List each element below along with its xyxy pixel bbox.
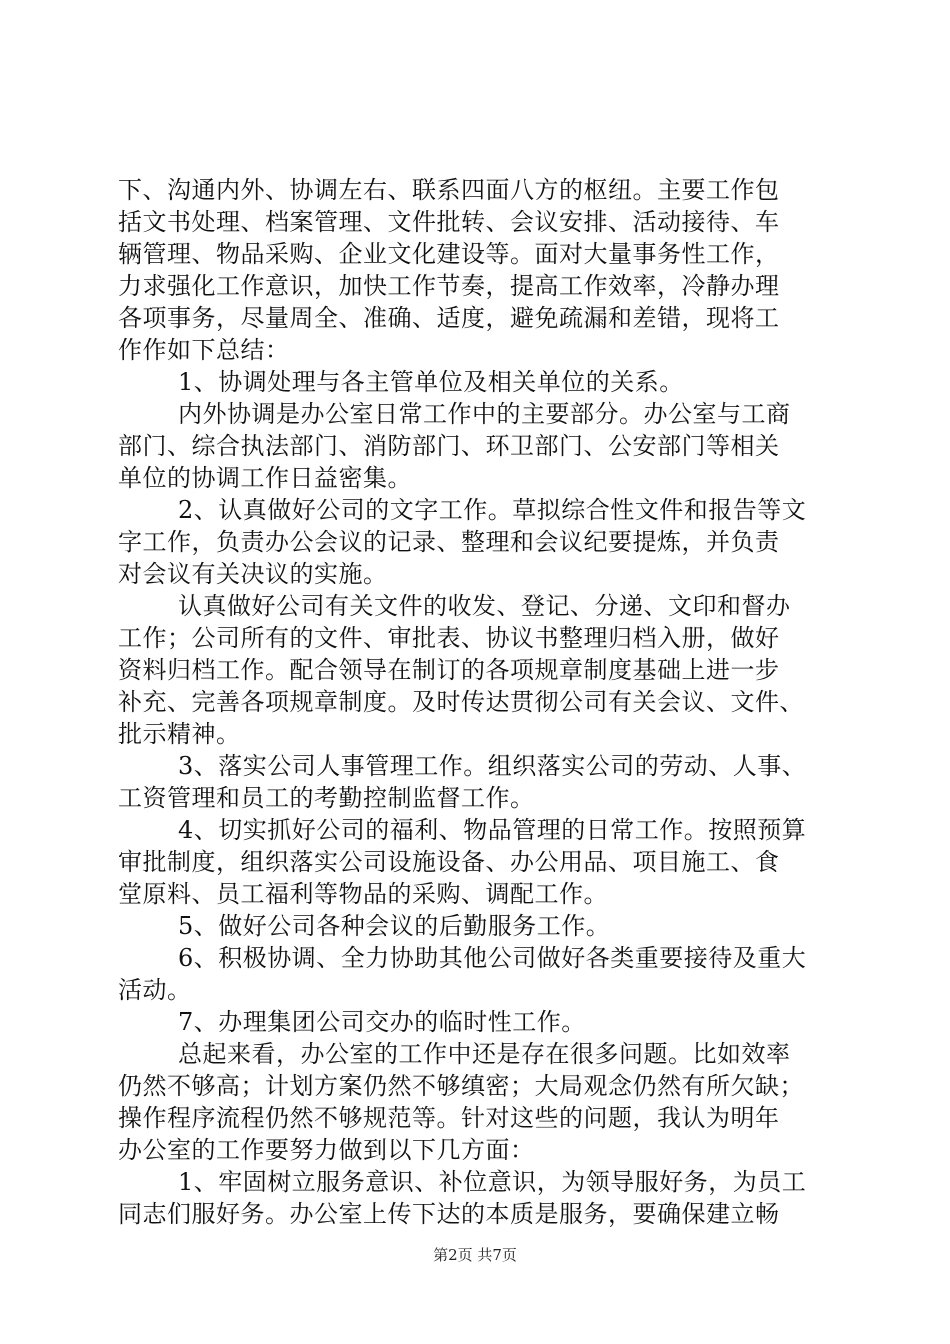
text-line: 工资管理和员工的考勤控制监督工作。	[118, 784, 535, 812]
text-line: 2、认真做好公司的文字工作。草拟综合性文件和报告等文	[178, 496, 807, 524]
text-line: 活动。	[118, 976, 192, 1004]
text-line: 仍然不够高；计划方案仍然不够缜密；大局观念仍然有所欠缺；	[118, 1072, 804, 1100]
text-line: 资料归档工作。配合领导在制订的各项规章制度基础上进一步	[118, 656, 780, 684]
text-line: 审批制度，组织落实公司设施设备、办公用品、项目施工、食	[118, 848, 780, 876]
text-line: 3、落实公司人事管理工作。组织落实公司的劳动、人事、	[178, 752, 807, 780]
text-line: 内外协调是办公室日常工作中的主要部分。办公室与工商	[178, 400, 791, 428]
text-line: 4、切实抓好公司的福利、物品管理的日常工作。按照预算	[178, 816, 807, 844]
page-number-footer: 第2页 共7页	[433, 1246, 517, 1264]
text-line: 5、做好公司各种会议的后勤服务工作。	[178, 912, 611, 940]
text-line: 下、沟通内外、协调左右、联系四面八方的枢纽。主要工作包	[118, 176, 780, 204]
text-line: 工作；公司所有的文件、审批表、协议书整理归档入册，做好	[118, 624, 780, 652]
text-line: 1、协调处理与各主管单位及相关单位的关系。	[178, 368, 684, 396]
text-line: 6、积极协调、全力协助其他公司做好各类重要接待及重大	[178, 944, 807, 972]
text-line: 力求强化工作意识，加快工作节奏，提高工作效率，冷静办理	[118, 272, 780, 300]
text-line: 同志们服好务。办公室上传下达的本质是服务，要确保建立畅	[118, 1200, 780, 1228]
text-line: 括文书处理、档案管理、文件批转、会议安排、活动接待、车	[118, 208, 780, 236]
text-line: 各项事务，尽量周全、准确、适度，避免疏漏和差错，现将工	[118, 304, 780, 332]
text-line: 1、牢固树立服务意识、补位意识，为领导服好务，为员工	[178, 1168, 807, 1196]
text-line: 部门、综合执法部门、消防部门、环卫部门、公安部门等相关	[118, 432, 780, 460]
text-line: 单位的协调工作日益密集。	[118, 464, 412, 492]
text-line: 操作程序流程仍然不够规范等。针对这些的问题，我认为明年	[118, 1104, 780, 1132]
text-line: 辆管理、物品采购、企业文化建设等。面对大量事务性工作，	[118, 240, 780, 268]
text-line: 对会议有关决议的实施。	[118, 560, 388, 588]
text-line: 总起来看，办公室的工作中还是存在很多问题。比如效率	[178, 1040, 791, 1068]
text-line: 办公室的工作要努力做到以下几方面：	[118, 1136, 535, 1164]
text-line: 作作如下总结：	[118, 336, 290, 364]
text-line: 批示精神。	[118, 720, 241, 748]
text-line: 堂原料、员工福利等物品的采购、调配工作。	[118, 880, 608, 908]
text-line: 7、办理集团公司交办的临时性工作。	[178, 1008, 586, 1036]
text-line: 字工作，负责办公会议的记录、整理和会议纪要提炼，并负责	[118, 528, 780, 556]
text-line: 认真做好公司有关文件的收发、登记、分递、文印和督办	[178, 592, 791, 620]
text-line: 补充、完善各项规章制度。及时传达贯彻公司有关会议、文件、	[118, 688, 804, 716]
